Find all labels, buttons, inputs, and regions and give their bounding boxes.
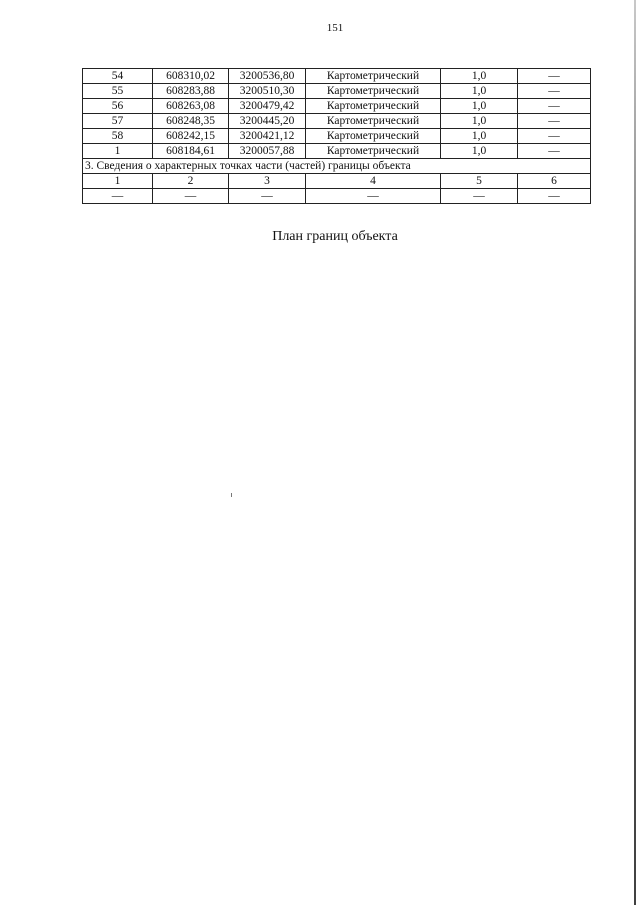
table-cell: 1,0 — [441, 99, 518, 114]
table-cell: 3200479,42 — [229, 99, 306, 114]
empty-cell: — — [153, 189, 229, 204]
table-cell: 1,0 — [441, 129, 518, 144]
column-number: 6 — [518, 174, 591, 189]
table-cell: 1,0 — [441, 69, 518, 84]
table-cell: 58 — [83, 129, 153, 144]
table-row — [83, 84, 591, 99]
table-row — [83, 99, 591, 114]
table-cell: 54 — [83, 69, 153, 84]
table-cell: — — [518, 69, 591, 84]
table-cell: 608310,02 — [153, 69, 229, 84]
column-number: 4 — [306, 174, 441, 189]
table-cell: 608283,88 — [153, 84, 229, 99]
boundary-points-table — [82, 68, 591, 204]
table-cell: Картометрический — [306, 129, 441, 144]
empty-cell: — — [306, 189, 441, 204]
table-cell: — — [518, 99, 591, 114]
table-cell: 56 — [83, 99, 153, 114]
section-title: 3. Сведения о характерных точках части (частей) границы объекта — [83, 159, 591, 174]
table-cell: 608248,35 — [153, 114, 229, 129]
table-row — [83, 114, 591, 129]
table-cell: 1,0 — [441, 84, 518, 99]
table-cell: 1 — [83, 144, 153, 159]
page-number: 151 — [326, 22, 344, 34]
scan-edge-line — [634, 0, 636, 905]
column-number-row — [83, 174, 591, 189]
table-cell: 3200510,30 — [229, 84, 306, 99]
table-cell: Картометрический — [306, 69, 441, 84]
table-row — [83, 144, 591, 159]
empty-cell: — — [229, 189, 306, 204]
empty-cell: — — [518, 189, 591, 204]
table-cell: 3200057,88 — [229, 144, 306, 159]
table-cell: Картометрический — [306, 84, 441, 99]
table-cell: Картометрический — [306, 114, 441, 129]
table-cell: 608242,15 — [153, 129, 229, 144]
empty-row — [83, 189, 591, 204]
plan-heading: План границ объекта — [272, 229, 398, 244]
empty-cell: — — [83, 189, 153, 204]
table-cell: Картометрический — [306, 144, 441, 159]
table-cell: 55 — [83, 84, 153, 99]
column-number: 5 — [441, 174, 518, 189]
table-cell: — — [518, 114, 591, 129]
scan-speck — [231, 493, 232, 497]
empty-cell: — — [441, 189, 518, 204]
table-cell: 608184,61 — [153, 144, 229, 159]
table-cell: 608263,08 — [153, 99, 229, 114]
column-number: 1 — [83, 174, 153, 189]
table-cell: 3200536,80 — [229, 69, 306, 84]
table-cell: — — [518, 129, 591, 144]
table-row — [83, 69, 591, 84]
table-cell: — — [518, 144, 591, 159]
table-cell: — — [518, 84, 591, 99]
table-row — [83, 129, 591, 144]
table-cell: 57 — [83, 114, 153, 129]
column-number: 3 — [229, 174, 306, 189]
table-cell: 1,0 — [441, 114, 518, 129]
table-cell: 1,0 — [441, 144, 518, 159]
table-cell: 3200421,12 — [229, 129, 306, 144]
table-cell: 3200445,20 — [229, 114, 306, 129]
table-cell: Картометрический — [306, 99, 441, 114]
section-title-row — [83, 159, 591, 174]
column-number: 2 — [153, 174, 229, 189]
